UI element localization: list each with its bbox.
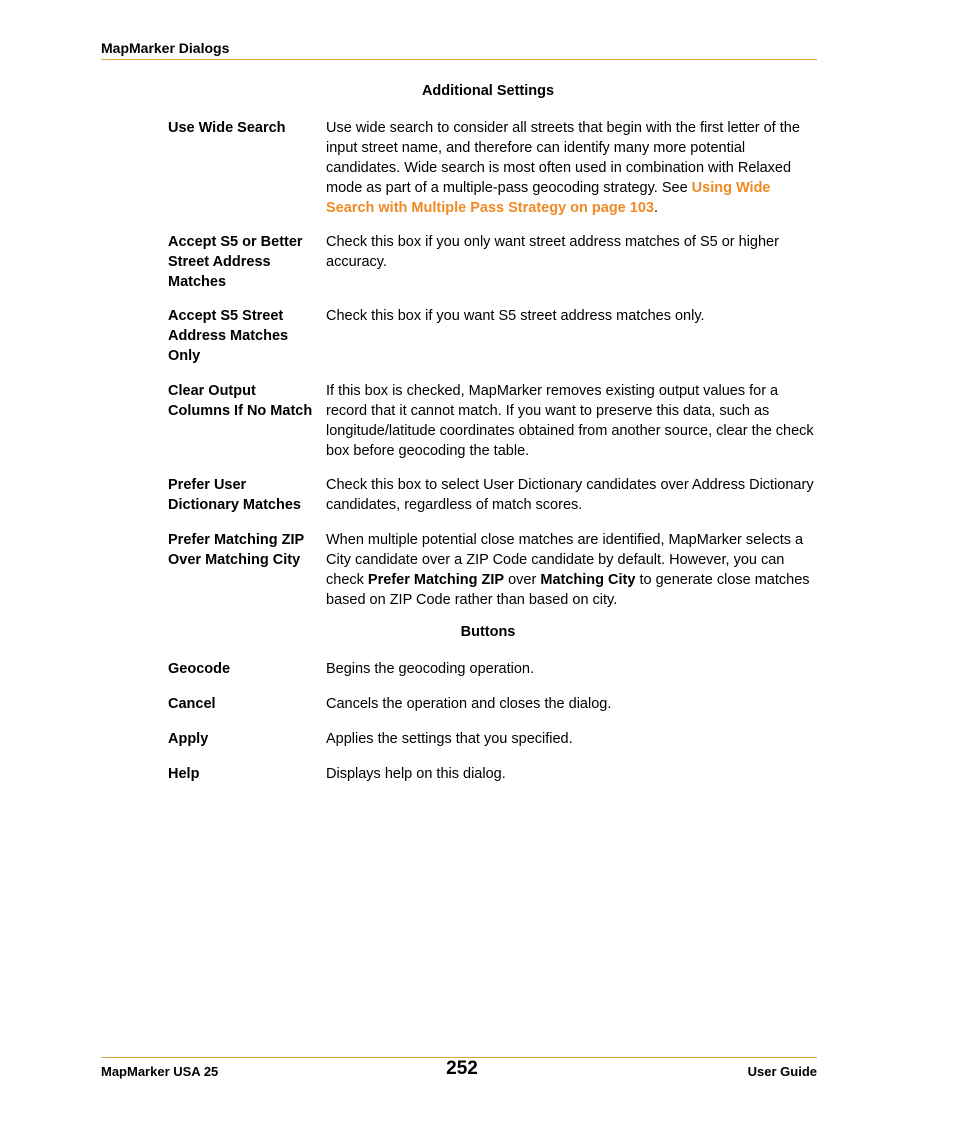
- term-description: Cancels the operation and closes the dialog.: [326, 696, 612, 712]
- term-label: Prefer User Dictionary Matches: [168, 477, 301, 513]
- term-label: Clear Output Columns If No Match: [168, 383, 313, 419]
- term-description: Begins the geocoding operation.: [326, 661, 534, 677]
- term-label: Geocode: [168, 661, 231, 677]
- term-label: Help: [168, 766, 200, 782]
- ui-label-matching-city: Matching City: [540, 572, 636, 588]
- term-description: Check this box to select User Dictionary candidates over Address Dictionary candidates, regardless of match scores.: [326, 477, 814, 513]
- additional-settings-heading: Additional Settings: [421, 83, 555, 99]
- term-description: Check this box if you want S5 street address matches only.: [326, 308, 705, 324]
- page-number: 252: [446, 1058, 478, 1079]
- term-label: Cancel: [168, 696, 216, 712]
- term-description: When multiple potential close matches are identified, MapMarker selects a City candidate over a ZIP Code candidate by default. However, you can check Prefer Matching ZIP over Matching City to generate close matches based on ZIP Code rather than based on city.: [326, 532, 810, 608]
- term-description: Applies the settings that you specified.: [326, 731, 573, 747]
- term-label: Use Wide Search: [168, 120, 286, 136]
- cross-reference-link[interactable]: Using Wide Search with Multiple Pass Strategy on page 103: [326, 180, 771, 216]
- running-header-title: MapMarker Dialogs: [101, 40, 230, 56]
- footer-document-name: User Guide: [747, 1064, 817, 1079]
- term-description: Check this box if you only want street address matches of S5 or higher accuracy.: [326, 234, 779, 270]
- term-description: Displays help on this dialog.: [326, 766, 506, 782]
- term-label: Accept S5 Street Address Matches Only: [168, 308, 289, 364]
- term-description: Use wide search to consider all streets that begin with the first letter of the input street name, and therefore can identify many more potential candidates. Wide search is most often used in combination with Relaxed mode as part of a multiple-pass geocoding strategy. See Using Wide Search with Multiple Pass Strategy on page 103.: [326, 120, 800, 216]
- buttons-heading: Buttons: [460, 624, 516, 640]
- term-label: Apply: [168, 731, 209, 747]
- ui-label-prefer-matching-zip: Prefer Matching ZIP: [367, 572, 505, 588]
- header-rule: [101, 59, 817, 60]
- term-label: Prefer Matching ZIP Over Matching City: [168, 532, 304, 568]
- term-description: If this box is checked, MapMarker removes existing output values for a record that it cannot match. If you want to preserve this data, such as longitude/latitude coordinates obtained from another source, clear the check box before geocoding the table.: [326, 383, 814, 459]
- footer-product-name: MapMarker USA 25: [101, 1064, 219, 1079]
- term-label: Accept S5 or Better Street Address Matches: [168, 234, 303, 290]
